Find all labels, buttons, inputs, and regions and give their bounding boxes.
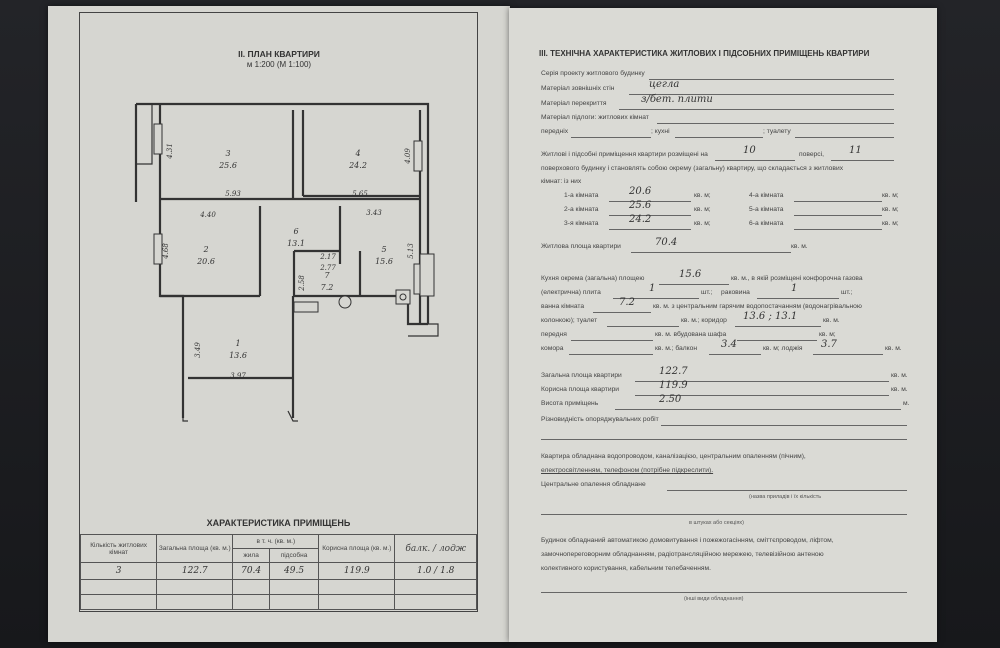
- room-area: 7.2: [320, 283, 334, 292]
- house-line-1: Будинок обладнаний автоматикою домовитування і пожежогасінням, сміттєпроводом, ліфтом,: [541, 537, 834, 544]
- header-room-count: Кількість житлових кімнат: [81, 535, 157, 563]
- useful-label: Корисна площа квартири: [541, 386, 620, 393]
- placed-label: Житлові і підсобні приміщення квартири розміщені на: [541, 151, 708, 158]
- value-room-count: 3: [81, 563, 157, 580]
- house-line-3: колективного користування, кабельним телебаченням.: [541, 565, 712, 572]
- dimension-label: 3.97: [230, 372, 246, 380]
- room5-label: 5-а кімната: [749, 206, 784, 213]
- corridor-unit: кв. м.: [823, 317, 840, 324]
- header-living: жила: [233, 549, 269, 563]
- room2-label: 2-а кімната: [564, 206, 599, 213]
- room3-label: 3-я кімната: [564, 220, 599, 227]
- room-area: 15.6: [375, 257, 393, 266]
- header-useful-area: Корисна площа (кв. м.): [319, 535, 395, 563]
- dimension-label: 3.43: [366, 209, 382, 217]
- total-label: Загальна площа квартири: [541, 372, 622, 379]
- room-number: 4: [355, 149, 361, 158]
- walls-value: цегла: [649, 79, 680, 90]
- room-number: 3: [225, 149, 231, 158]
- stove-unit: шт.;: [701, 289, 713, 296]
- total-unit: кв. м.: [891, 372, 908, 379]
- bath-tail: кв. м. з центральним гарячим водопостачанням (водонагрівальною: [653, 303, 862, 310]
- dimension-label: 3.49: [194, 342, 202, 358]
- dimension-label: 2.58: [298, 275, 306, 291]
- plan-scale: м 1:200 (М 1:100): [246, 60, 312, 69]
- dimension-label: 4.31: [166, 143, 174, 159]
- room-area: 20.6: [197, 257, 215, 266]
- header-balcony: балк. / лодж: [395, 535, 477, 563]
- room-area: 24.2: [349, 161, 367, 170]
- characteristics-table: [80, 534, 477, 610]
- heating-caption: (назва приладів і їх кількість: [749, 494, 822, 500]
- header-total-area: Загальна площа (кв. м.): [157, 535, 233, 563]
- header-auxiliary: підсобна: [269, 549, 318, 563]
- room6-label: 6-а кімната: [749, 220, 784, 227]
- floors-value: з/бет. плити: [641, 94, 713, 105]
- front-label: передніх: [541, 128, 569, 135]
- room5-unit: кв. м;: [882, 206, 899, 213]
- room1-value: 20.6: [629, 186, 652, 197]
- dimension-label: 2.17: [320, 253, 336, 261]
- room-number: 1: [235, 339, 241, 348]
- dimension-label: 2.77: [320, 264, 336, 272]
- useful-value: 119.9: [659, 380, 688, 391]
- floor-cover-label: Матеріал підлоги: житлових кімнат: [541, 114, 649, 121]
- front-room-label: передня: [541, 331, 567, 338]
- section-title: III. ТЕХНІЧНА ХАРАКТЕРИСТИКА ЖИТЛОВИХ І ПІДСОБНИХ ПРИМІЩЕНЬ КВАРТИРИ: [539, 49, 870, 58]
- living-value: 70.4: [655, 237, 678, 248]
- kitchen-label: ; кухні: [651, 128, 670, 135]
- kitchen-area-value: 15.6: [679, 269, 702, 280]
- column-label: колонкою); туалет: [541, 317, 598, 324]
- balcony-value: 3.4: [721, 339, 737, 350]
- total-value: 122.7: [659, 366, 688, 377]
- value-total-area: 122.7: [157, 563, 233, 580]
- value-useful-area: 119.9: [319, 563, 395, 580]
- floor-value: 10: [743, 145, 756, 156]
- floors-label: Матеріал перекриття: [541, 100, 607, 107]
- room1-unit: кв. м;: [694, 192, 711, 199]
- room6-unit: кв. м;: [882, 220, 899, 227]
- kitchen-tail: кв. м., в якій розміщені конфорочна газова: [731, 275, 863, 282]
- corridor-label: кв. м.; коридор: [681, 317, 727, 324]
- room-number: 5: [381, 245, 387, 254]
- value-living: 70.4: [233, 563, 269, 580]
- room1-label: 1-а кімната: [564, 192, 599, 199]
- room-area: 13.1: [287, 239, 305, 248]
- wardrobe-unit: кв. м;: [819, 331, 836, 338]
- dimension-label: 4.40: [200, 211, 216, 219]
- room-number: 6: [293, 227, 299, 236]
- equipment-line-2: електросвітленням, телефоном (потрібне підкреслити).: [541, 467, 714, 474]
- room3-value: 24.2: [629, 214, 652, 225]
- finishing-label: Різновидність опоряджувальних робіт: [541, 416, 659, 423]
- equipment-line-1: Квартира обладнана водопроводом, каналізацією, центральним опаленням (пічним),: [541, 453, 806, 460]
- toilet-label: ; туалету: [763, 128, 791, 135]
- room-area: 13.6: [229, 351, 247, 360]
- dimension-label: 4.09: [404, 148, 412, 164]
- wardrobe-label: кв. м. вбудована шафа: [655, 331, 727, 338]
- sink-value: 1: [791, 283, 798, 294]
- loggia-unit: кв. м.: [885, 345, 902, 352]
- dimension-label: 5.13: [407, 243, 415, 259]
- walls-label: Матеріал зовнішніх стін: [541, 85, 615, 92]
- room-number: 2: [203, 245, 209, 254]
- floor-suffix: поверсі,: [799, 151, 824, 158]
- room2-value: 25.6: [629, 200, 652, 211]
- sections-caption: в штуках або секціях): [689, 520, 744, 526]
- characteristics-title: ХАРАКТЕРИСТИКА ПРИМІЩЕНЬ: [206, 518, 351, 528]
- dimension-label: 5.65: [352, 190, 368, 198]
- bath-value: 7.2: [619, 297, 635, 308]
- loggia-value: 3.7: [821, 339, 837, 350]
- value-balcony: 1.0 / 1.8: [395, 563, 477, 580]
- left-page: [48, 6, 510, 642]
- plan-title: II. ПЛАН КВАРТИРИ: [238, 49, 320, 59]
- sink-unit: шт.;: [841, 289, 853, 296]
- house-line-2: замочнопереговорним обладнанням, радіотрансляційною мережею, телевізійною антеною: [541, 551, 824, 558]
- bath-label: ванна кімната: [541, 303, 585, 310]
- house-text: поверхового будинку і становлять собою окрему (загальну) квартиру, що складається з житлових: [541, 165, 844, 172]
- balcony-label: кв. м.; балкон: [655, 345, 698, 352]
- dimension-label: 5.93: [225, 190, 241, 198]
- heating-label: Центральне опалення обладнане: [541, 481, 646, 488]
- room-area: 25.6: [219, 161, 237, 170]
- dimension-label: 4.68: [162, 243, 170, 259]
- living-unit: кв. м.: [791, 243, 808, 250]
- room4-unit: кв. м;: [882, 192, 899, 199]
- right-page: [509, 8, 937, 642]
- height-value: 2.50: [659, 394, 682, 405]
- useful-unit: кв. м.: [891, 386, 908, 393]
- storeys-value: 11: [849, 145, 862, 156]
- kitchen-area-label: Кухня окрема (загальна) площею: [541, 275, 645, 282]
- height-label: Висота приміщень: [541, 400, 599, 407]
- room4-label: 4-а кімната: [749, 192, 784, 199]
- loggia-label: кв. м; лоджія: [763, 345, 803, 352]
- room2-unit: кв. м;: [694, 206, 711, 213]
- height-unit: м.: [903, 400, 910, 407]
- rooms-text: кімнат: із них: [541, 178, 582, 185]
- room3-unit: кв. м;: [694, 220, 711, 227]
- corridor-value: 13.6 ; 13.1: [743, 311, 798, 322]
- stove-label: (електрична) плита: [541, 289, 601, 296]
- other-caption: (інші види обладнання): [684, 596, 744, 602]
- series-label: Серія проекту житлового будинку: [541, 70, 645, 77]
- room-number: 7: [324, 271, 330, 280]
- storage-label: комора: [541, 345, 564, 352]
- stove-value: 1: [649, 283, 656, 294]
- value-auxiliary: 49.5: [269, 563, 318, 580]
- living-label: Житлова площа квартири: [541, 243, 621, 250]
- header-including: в т. ч. (кв. м.): [233, 535, 319, 549]
- sink-label: раковина: [721, 289, 750, 296]
